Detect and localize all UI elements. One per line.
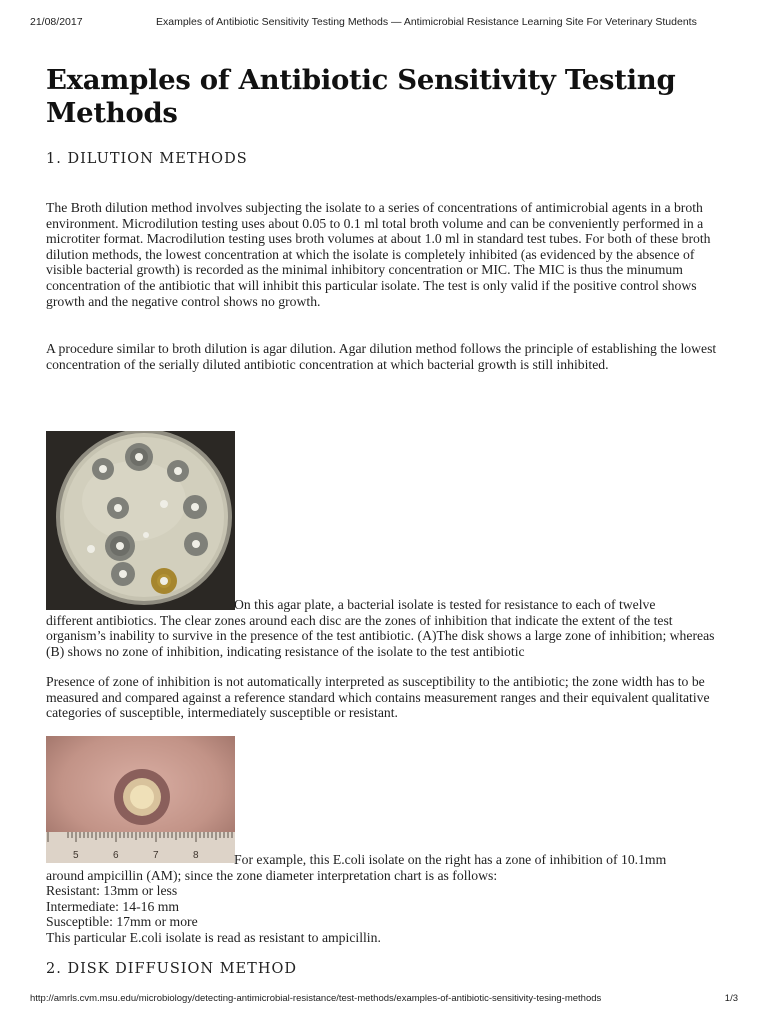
paragraph-agar-dilution: A procedure similar to broth dilution is agar dilution. Agar dilution method follows the principle of establishing the lowest concentration of the serially diluted antibiotic concentration at which bacterial growth is still inhibited.	[46, 341, 717, 372]
agar-plate-image	[46, 431, 235, 610]
example-conclusion: This particular E.coli isolate is read as resistant to ampicillin.	[46, 929, 381, 945]
page-number: 1/3	[724, 993, 738, 1004]
agar-plate-illustration	[46, 431, 235, 610]
print-footer	[0, 993, 768, 1007]
example-second-line: around ampicillin (AM); since the zone diameter interpretation chart is as follows:	[46, 867, 498, 883]
paragraph-broth-dilution: The Broth dilution method involves subjecting the isolate to a series of concentrations of antimicrobial agents in a broth environment. Microdilution testing uses about 0.05 to 0.1 ml total broth volume and can be conveniently performed in a microtiter format. Macrodilution testing uses broth volumes at about 1.0 ml in standard test tubes. For both of these broth dilution methods, the lowest concentration at which the isolate is completely inhibited (as evidenced by the absence of visible bacterial growth) is recorded as the minimal inhibitory concentration or MIC. The MIC is thus the minumum concentration of the antibiotic that will inhibit this particular isolate. The test is only valid if the positive control shows growth and the negative control shows no growth.	[46, 200, 711, 309]
ruler-label-5: 5	[73, 850, 79, 861]
ecoli-zone-illustration	[46, 736, 235, 863]
ruler-label-6: 6	[113, 850, 119, 861]
paragraph-ecoli-example	[46, 852, 726, 946]
susceptible-range: Susceptible: 17mm or more	[46, 914, 198, 930]
section-heading-dilution: 1. DILUTION METHODS	[46, 151, 248, 167]
caption-first-line: On this agar plate, a bacterial isolate is tested for resistance to each of twelve	[234, 597, 656, 612]
resistant-range: Resistant: 13mm or less	[46, 883, 178, 899]
example-first-line: For example, this E.coli isolate on the right has a zone of inhibition of 10.1mm	[234, 852, 667, 867]
print-date: 21/08/2017	[30, 16, 83, 28]
paragraph-agar-plate-caption	[46, 597, 726, 659]
section-heading-disk-diffusion: 2. DISK DIFFUSION METHOD	[46, 961, 297, 977]
intermediate-range: Intermediate: 14-16 mm	[46, 898, 180, 914]
ruler-label-8: 8	[193, 850, 199, 861]
print-url[interactable]: http://amrls.cvm.msu.edu/microbiology/detecting-antimicrobial-resistance/test-methods/examples-of-antibiotic-sensitivity-tesing-methods	[30, 993, 602, 1004]
page-title: Examples of Antibiotic Sensitivity Testing Methods	[46, 64, 676, 129]
paragraph-zone-interpretation: Presence of zone of inhibition is not automatically interpreted as susceptibility to the antibiotic; the zone width has to be measured and compared against a reference standard which contains measurement ranges and their equivalent qualitative categories of susceptible, intermediately susceptible or resistant.	[46, 674, 710, 721]
caption-rest: different antibiotics. The clear zones around each disc are the zones of inhibition that indicate the extent of the test organism’s inability to survive in the presence of the test antibiotic. (A)The disk shows a large zone of inhibition; whereas (B) shows no zone of inhibition, indicating resistance of the isolate to the test antibiotic	[46, 612, 715, 659]
print-header	[0, 16, 768, 30]
ruler-label-7: 7	[153, 850, 159, 861]
ecoli-zone-image	[46, 736, 235, 863]
print-page-title: Examples of Antibiotic Sensitivity Testing Methods — Antimicrobial Resistance Learning Site For Veterinary Students	[156, 16, 697, 28]
